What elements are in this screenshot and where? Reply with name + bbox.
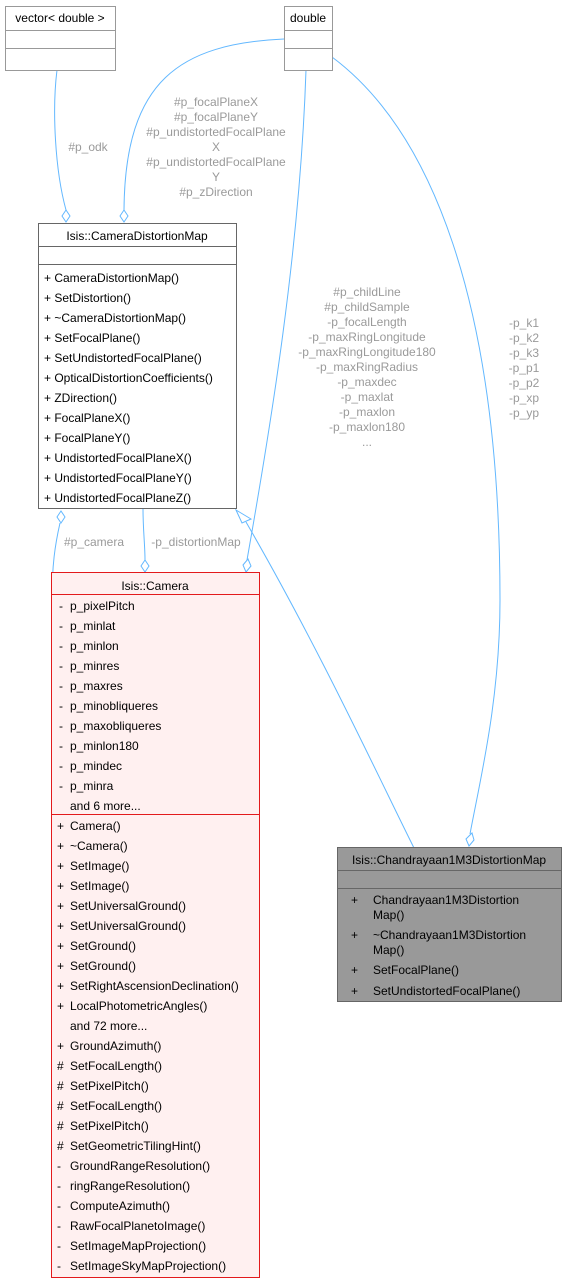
label-coefficient: -p_k3	[508, 346, 540, 360]
visibility-marker: -	[57, 1239, 61, 1253]
method-item: + UndistortedFocalPlaneX()	[44, 451, 192, 465]
inheritance-arrowhead	[236, 510, 251, 523]
visibility-marker: +	[351, 893, 359, 907]
diamond-p-camera	[57, 511, 65, 523]
visibility-marker: -	[59, 699, 63, 713]
visibility-marker: +	[57, 979, 65, 993]
method-item: SetGeometricTilingHint()	[70, 1139, 201, 1153]
attribute-item: and 6 more...	[70, 799, 141, 813]
visibility-marker: -	[59, 719, 63, 733]
label-focal-plane-line: #p_focalPlaneX	[173, 95, 259, 109]
label-coefficient: -p_p1	[508, 361, 540, 375]
visibility-marker: +	[57, 959, 65, 973]
visibility-marker: +	[57, 1039, 65, 1053]
visibility-marker: -	[59, 599, 63, 613]
method-item: SetRightAscensionDeclination()	[70, 979, 239, 993]
label-camera-member: -p_maxlon180	[328, 420, 406, 434]
visibility-marker: -	[57, 1259, 61, 1273]
method-item: + SetFocalPlane()	[44, 331, 141, 345]
attribute-item: p_minobliqueres	[70, 699, 159, 713]
label-camera-member: -p_maxlon	[338, 405, 396, 419]
attribute-item: p_mindec	[70, 759, 123, 773]
node-camera[interactable]	[52, 573, 260, 1278]
label-p-distortion-map: -p_distortionMap	[151, 535, 241, 549]
label-camera-member: -p_focalLength	[327, 315, 407, 329]
diamond-camera-members	[243, 559, 251, 572]
method-item: SetGround()	[70, 939, 137, 953]
node-vector-double[interactable]	[6, 7, 116, 71]
visibility-marker: -	[59, 779, 63, 793]
visibility-marker: #	[57, 1139, 64, 1153]
method-item: RawFocalPlanetoImage()	[70, 1219, 206, 1233]
visibility-marker: -	[59, 659, 63, 673]
method-item: GroundAzimuth()	[70, 1039, 162, 1053]
attribute-item: p_minlon	[70, 639, 119, 653]
visibility-marker: +	[57, 839, 65, 853]
method-item: + SetUndistortedFocalPlane()	[44, 351, 202, 365]
method-item: and 72 more...	[70, 1019, 148, 1033]
visibility-marker: +	[57, 859, 65, 873]
label-focal-plane-line: Y	[211, 170, 221, 184]
attribute-item: p_maxres	[70, 679, 123, 693]
edge-distortion-map-to-camera-p-distortion-map	[143, 509, 145, 560]
method-item: + FocalPlaneX()	[44, 411, 131, 425]
label-p-camera: #p_camera	[63, 535, 125, 549]
visibility-marker: -	[59, 759, 63, 773]
visibility-marker: +	[351, 984, 359, 998]
label-coefficient: -p_yp	[508, 406, 540, 420]
visibility-marker: +	[57, 919, 65, 933]
label-focal-plane-line: X	[211, 140, 221, 154]
method-item: Camera()	[70, 819, 121, 833]
diamond-focal-plane	[120, 210, 128, 222]
label-camera-member: -p_maxRingLongitude180	[298, 345, 436, 359]
node-double[interactable]	[285, 7, 333, 71]
visibility-marker: -	[57, 1179, 61, 1193]
method-item: + UndistortedFocalPlaneZ()	[44, 491, 192, 505]
node-chandrayaan1m3-distortion-map[interactable]	[338, 848, 562, 1002]
visibility-marker: #	[57, 1079, 64, 1093]
method-item: GroundRangeResolution()	[70, 1159, 211, 1173]
method-item: SetImage()	[70, 859, 130, 873]
label-coefficient: -p_k2	[508, 331, 540, 345]
node-title: Isis::CameraDistortionMap	[66, 229, 208, 243]
method-item: + UndistortedFocalPlaneY()	[44, 471, 192, 485]
method-item: SetPixelPitch()	[70, 1119, 149, 1133]
method-item: SetImageMapProjection()	[70, 1239, 207, 1253]
visibility-marker: -	[59, 679, 63, 693]
label-coefficient: -p_p2	[508, 376, 540, 390]
node-title: double	[290, 11, 327, 25]
method-item: SetImageSkyMapProjection()	[70, 1259, 227, 1273]
label-camera-member: -p_maxdec	[337, 375, 397, 389]
visibility-marker: #	[57, 1099, 64, 1113]
label-camera-member: #p_childSample	[324, 300, 410, 314]
method-item: ~Chandrayaan1M3Distortion	[373, 928, 527, 942]
method-item: SetGround()	[70, 959, 137, 973]
label-camera-member: -p_maxRingRadius	[315, 360, 419, 374]
diamond-p-odk	[62, 210, 70, 222]
label-focal-plane-line: #p_focalPlaneY	[173, 110, 259, 124]
method-item: + OpticalDistortionCoefficients()	[44, 371, 213, 385]
method-item: SetFocalLength()	[70, 1059, 163, 1073]
label-focal-plane-line: #p_zDirection	[179, 185, 253, 199]
visibility-marker: +	[57, 939, 65, 953]
visibility-marker: +	[351, 963, 359, 977]
attribute-item: p_maxobliqueres	[70, 719, 162, 733]
method-item: SetUniversalGround()	[70, 919, 187, 933]
method-item: SetPixelPitch()	[70, 1079, 149, 1093]
visibility-marker: +	[57, 819, 65, 833]
diamond-p-distortion-map	[141, 560, 149, 572]
method-item: Map()	[373, 908, 405, 922]
label-focal-plane-line: #p_undistortedFocalPlane	[146, 125, 286, 139]
method-item: + ~CameraDistortionMap()	[44, 311, 187, 325]
label-coefficient: -p_k1	[508, 316, 540, 330]
attribute-item: p_pixelPitch	[70, 599, 135, 613]
label-focal-plane-line: #p_undistortedFocalPlane	[146, 155, 286, 169]
method-item: ~Camera()	[70, 839, 128, 853]
attribute-item: p_minlat	[70, 619, 116, 633]
method-item: + SetDistortion()	[44, 291, 132, 305]
node-camera-distortion-map[interactable]	[39, 224, 237, 509]
label-camera-members-group	[298, 285, 436, 449]
visibility-marker: -	[59, 619, 63, 633]
node-title: Isis::Chandrayaan1M3DistortionMap	[351, 853, 547, 867]
method-item: LocalPhotometricAngles()	[70, 999, 208, 1013]
method-item: ComputeAzimuth()	[70, 1199, 171, 1213]
visibility-marker: +	[57, 999, 65, 1013]
visibility-marker: #	[57, 1119, 64, 1133]
visibility-marker: +	[57, 879, 65, 893]
label-focal-plane-group	[146, 95, 286, 199]
attribute-item: p_minres	[70, 659, 120, 673]
edge-vector-to-distortion-map	[55, 70, 66, 210]
node-title: vector< double >	[15, 11, 105, 25]
method-item: + ZDirection()	[44, 391, 118, 405]
label-camera-member: #p_childLine	[333, 285, 401, 299]
visibility-marker: -	[57, 1219, 61, 1233]
visibility-marker: +	[351, 928, 359, 942]
diamond-coefficients	[466, 833, 474, 846]
label-camera-member: -p_maxlat	[340, 390, 394, 404]
label-coefficients-group	[509, 316, 540, 420]
label-camera-member: -p_maxRingLongitude	[308, 330, 426, 344]
visibility-marker: +	[57, 899, 65, 913]
method-item: Chandrayaan1M3Distortion	[373, 893, 520, 907]
visibility-marker: #	[57, 1059, 64, 1073]
method-item: SetUniversalGround()	[70, 899, 187, 913]
method-item: + CameraDistortionMap()	[44, 271, 180, 285]
visibility-marker: -	[57, 1199, 61, 1213]
label-camera-member: ...	[361, 435, 373, 449]
edge-double-to-chandrayaan	[332, 57, 500, 834]
visibility-marker: -	[59, 739, 63, 753]
method-item: Map()	[373, 943, 405, 957]
label-p-odk: #p_odk	[68, 140, 108, 154]
attribute-item: p_minra	[70, 779, 114, 793]
label-coefficient: -p_xp	[508, 391, 540, 405]
method-item: ringRangeResolution()	[70, 1179, 191, 1193]
method-item: SetImage()	[70, 879, 130, 893]
method-item: + FocalPlaneY()	[44, 431, 131, 445]
node-title: Isis::Camera	[121, 579, 189, 593]
attribute-item: p_minlon180	[70, 739, 139, 753]
method-item: SetUndistortedFocalPlane()	[373, 984, 521, 998]
edge-double-to-camera	[247, 70, 306, 560]
visibility-marker: -	[59, 639, 63, 653]
method-item: SetFocalLength()	[70, 1099, 163, 1113]
edge-inheritance-chandrayaan-to-distortion-map	[246, 522, 414, 848]
method-item: SetFocalPlane()	[373, 963, 460, 977]
visibility-marker: -	[57, 1159, 61, 1173]
